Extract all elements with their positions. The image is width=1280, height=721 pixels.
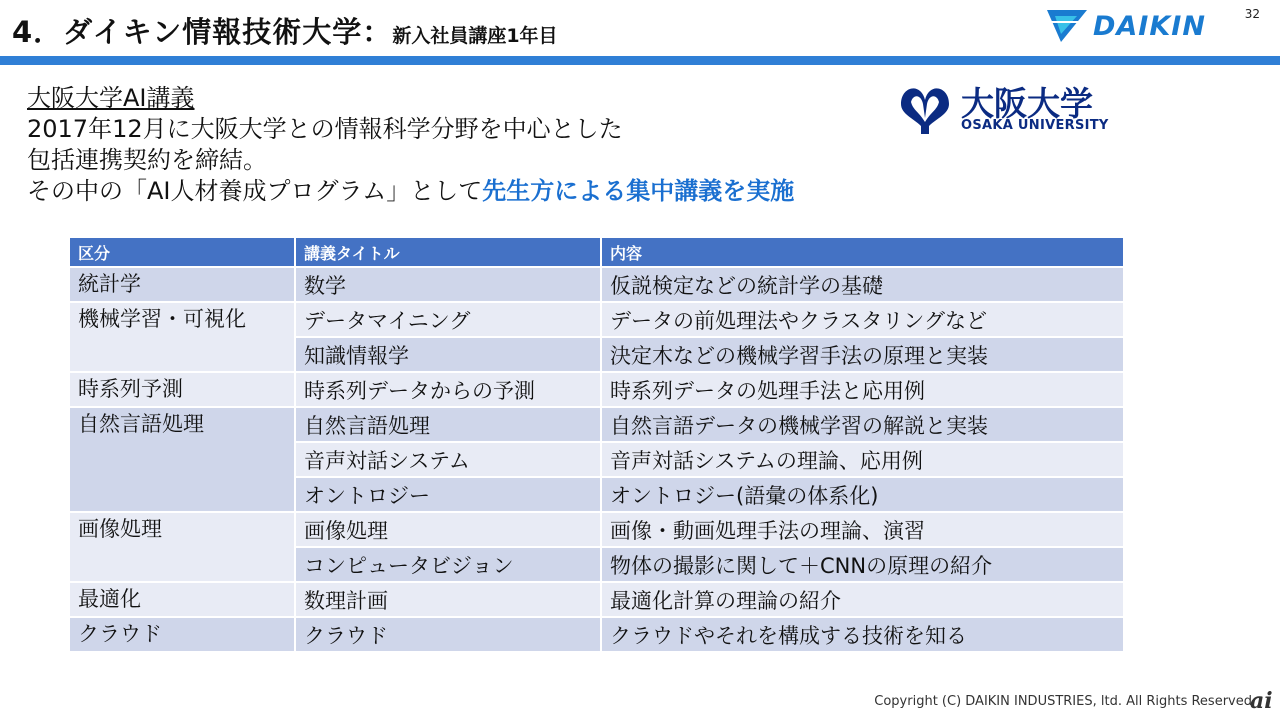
content-cell: 画像・動画処理手法の理論、演習 (601, 512, 1124, 547)
osaka-university-logo (895, 78, 1109, 138)
header-category: 区分 (69, 237, 295, 267)
title-cell: データマイニング (295, 302, 601, 337)
table-row (69, 582, 1124, 617)
osaka-logo-name-en: OSAKA UNIVERSITY (961, 118, 1109, 133)
content-cell: データの前処理法やクラスタリングなど (601, 302, 1124, 337)
category-cell: 時系列予測 (69, 372, 295, 407)
table-row (69, 617, 1124, 652)
intro-text (27, 83, 794, 207)
title-cell: オントロジー (295, 477, 601, 512)
category-cell: 統計学 (69, 267, 295, 302)
intro-line-3 (27, 176, 794, 207)
title-cell: 自然言語処理 (295, 407, 601, 442)
table-row (69, 512, 1124, 547)
header-divider (0, 56, 1280, 65)
category-cell: 機械学習・可視化 (69, 302, 295, 372)
ai-watermark: ai (1250, 688, 1273, 714)
content-cell: 最適化計算の理論の紹介 (601, 582, 1124, 617)
content-cell: オントロジー(語彙の体系化) (601, 477, 1124, 512)
page-number: 32 (1244, 7, 1260, 21)
page-title-sub: 新入社員講座1年目 (392, 25, 558, 47)
table-row (69, 267, 1124, 302)
intro-heading: 大阪大学AI講義 (27, 84, 195, 112)
daikin-wordmark: DAIKIN (1093, 10, 1206, 42)
intro-line-2: 包括連携契約を締結。 (27, 146, 267, 174)
intro-line-1: 2017年12月に大阪大学との情報科学分野を中心とした (27, 115, 623, 143)
osaka-logo-name-jp: 大阪大学 (961, 84, 1093, 123)
content-cell: 音声対話システムの理論、応用例 (601, 442, 1124, 477)
table-header-row (69, 237, 1124, 267)
title-cell: 数学 (295, 267, 601, 302)
content-cell: 時系列データの処理手法と応用例 (601, 372, 1124, 407)
category-cell: 自然言語処理 (69, 407, 295, 512)
course-table (68, 236, 1125, 653)
table-row (69, 302, 1124, 337)
category-cell: 最適化 (69, 582, 295, 617)
title-cell: コンピュータビジョン (295, 547, 601, 582)
intro-line-3-prefix: その中の「AI人材養成プログラム」として (27, 177, 483, 205)
copyright-notice: Copyright (C) DAIKIN INDUSTRIES, ltd. All Rights Reserved (874, 694, 1252, 709)
osaka-university-emblem-icon (895, 78, 955, 138)
category-cell: クラウド (69, 617, 295, 652)
title-cell: 画像処理 (295, 512, 601, 547)
page-title-main: 4．ダイキン情報技術大学： (12, 15, 393, 49)
table-row (69, 407, 1124, 442)
title-cell: 数理計画 (295, 582, 601, 617)
content-cell: 自然言語データの機械学習の解説と実装 (601, 407, 1124, 442)
header-content: 内容 (601, 237, 1124, 267)
table-row (69, 372, 1124, 407)
content-cell: 仮説検定などの統計学の基礎 (601, 267, 1124, 302)
title-cell: 音声対話システム (295, 442, 601, 477)
page-title (12, 10, 558, 51)
title-cell: クラウド (295, 617, 601, 652)
title-cell: 知識情報学 (295, 337, 601, 372)
title-cell: 時系列データからの予測 (295, 372, 601, 407)
daikin-triangle-icon (1047, 10, 1087, 42)
content-cell: 決定木などの機械学習手法の原理と実装 (601, 337, 1124, 372)
category-cell: 画像処理 (69, 512, 295, 582)
header-lecture-title: 講義タイトル (295, 237, 601, 267)
content-cell: クラウドやそれを構成する技術を知る (601, 617, 1124, 652)
content-cell: 物体の撮影に関して＋CNNの原理の紹介 (601, 547, 1124, 582)
daikin-logo (1047, 9, 1206, 43)
intro-highlight: 先生方による集中講義を実施 (482, 177, 795, 205)
